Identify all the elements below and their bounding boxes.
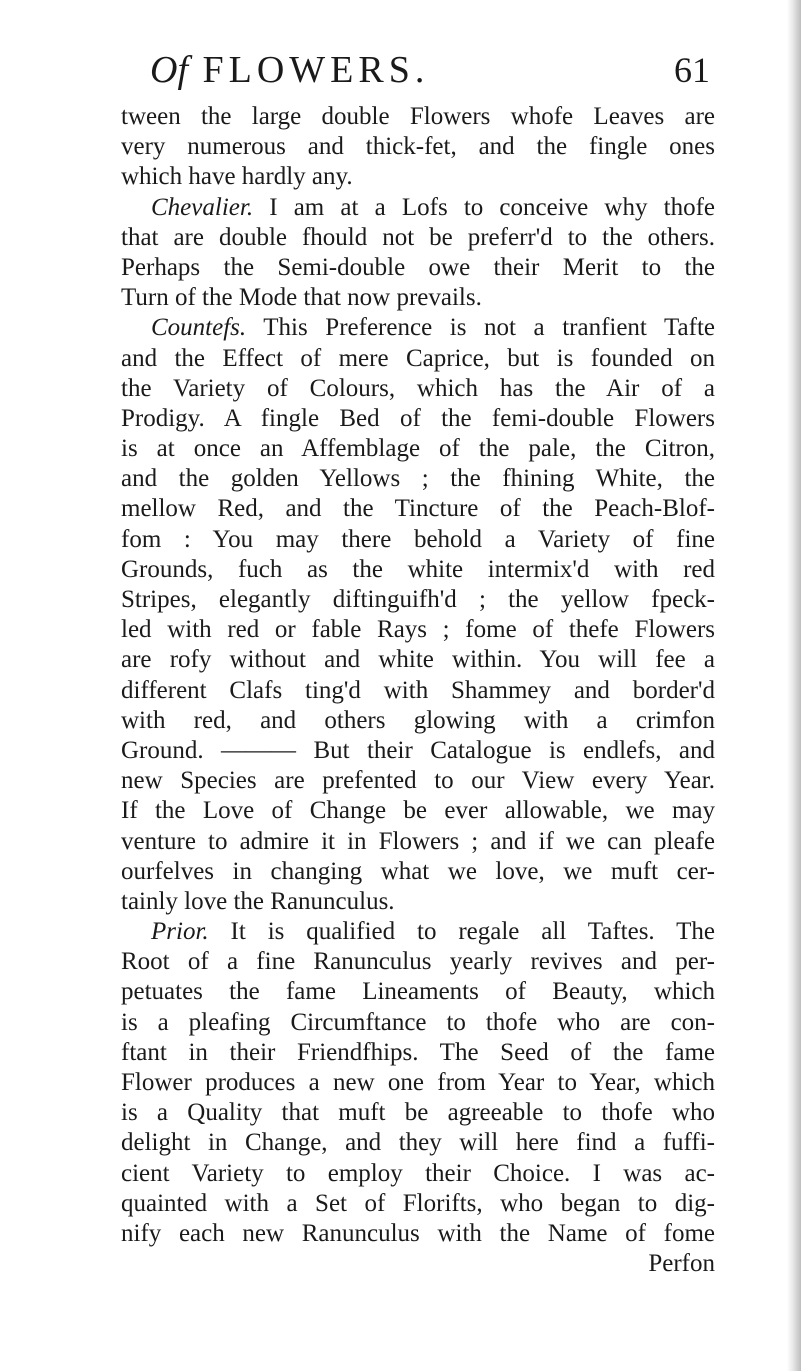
speaker-name: Countefs. <box>151 314 247 342</box>
text-line <box>121 1189 715 1219</box>
line-text: which have hardly any. <box>121 163 353 191</box>
line-text: led with red or fable Rays ; fome of thefe Flowers <box>121 616 715 644</box>
speaker-name: Chevalier. <box>151 193 254 221</box>
text-line <box>121 525 715 555</box>
body-text <box>121 102 715 1279</box>
text-line <box>121 1008 715 1038</box>
text-line <box>121 1098 715 1128</box>
text-line <box>121 162 715 192</box>
line-text: and the Effect of mere Caprice, but is founded on <box>121 344 715 372</box>
text-line <box>121 1038 715 1068</box>
text-line <box>121 1068 715 1098</box>
line-text: different Clafs ting'd with Shammey and border'd <box>121 676 715 704</box>
text-line <box>121 344 715 374</box>
text-line <box>121 977 715 1007</box>
text-line <box>121 1249 715 1279</box>
text-line <box>121 857 715 887</box>
text-line <box>121 1159 715 1189</box>
text-line <box>121 193 715 223</box>
line-text: cient Variety to employ their Choice. I was ac- <box>121 1159 715 1187</box>
text-line <box>121 917 715 947</box>
line-text: Root of a fine Ranunculus yearly revives and per- <box>121 948 715 976</box>
text-line <box>121 494 715 524</box>
text-line <box>121 434 715 464</box>
line-text: ftant in their Friendfhips. The Seed of the fame <box>121 1038 715 1066</box>
line-text: quainted with a Set of Florifts, who began to dig- <box>121 1189 715 1217</box>
line-text: Perhaps the Semi-double owe their Merit to the <box>121 253 715 281</box>
line-text: very numerous and thick-fet, and the fingle ones <box>121 133 715 161</box>
page-number: 61 <box>674 50 710 90</box>
text-line <box>121 253 715 283</box>
line-text: tainly love the Ranunculus. <box>121 887 395 915</box>
text-line <box>121 887 715 917</box>
line-text: Grounds, fuch as the white intermix'd with red <box>121 555 715 583</box>
line-text: mellow Red, and the Tincture of the Peach-Blof- <box>121 495 715 523</box>
text-line <box>121 132 715 162</box>
line-text: tween the large double Flowers whofe Leaves are <box>121 103 715 130</box>
text-line <box>121 1219 715 1249</box>
line-text: ourfelves in changing what we love, we muft cer- <box>121 857 715 885</box>
line-text: fom : You may there behold a Variety of fine <box>121 525 715 553</box>
text-line <box>121 223 715 253</box>
text-line <box>121 796 715 826</box>
line-text: is at once an Affemblage of the pale, the Citron, <box>121 435 715 463</box>
text-line <box>121 555 715 585</box>
line-text: Ground. ——— But their Catalogue is endlefs, and <box>121 736 715 764</box>
text-line <box>121 645 715 675</box>
line-text: is a Quality that muft be agreeable to thofe who <box>121 1099 715 1127</box>
running-head-of: Of <box>150 49 188 91</box>
page-header <box>150 40 710 100</box>
text-line <box>121 102 715 132</box>
text-line <box>121 585 715 615</box>
line-text: Turn of the Mode that now prevails. <box>121 284 482 312</box>
line-text: the Variety of Colours, which has the Air of a <box>121 374 715 402</box>
line-text: venture to admire it in Flowers ; and if we can pleafe <box>121 827 715 855</box>
text-line <box>121 615 715 645</box>
line-text: petuates the fame Lineaments of Beauty, which <box>121 978 715 1006</box>
line-text: Stripes, elegantly diftinguifh'd ; the yellow fpeck- <box>121 586 715 613</box>
line-text: It is qualified to regale all Taftes. The <box>208 918 715 946</box>
text-line <box>121 1128 715 1158</box>
line-text: Prodigy. A fingle Bed of the femi-double Flowers <box>121 404 715 432</box>
text-line <box>121 464 715 494</box>
line-text: nify each new Ranunculus with the Name of fome <box>121 1219 715 1247</box>
text-line <box>121 404 715 434</box>
line-text: are rofy without and white within. You will fee a <box>121 646 715 674</box>
line-text: delight in Change, and they will here find a fuffi- <box>121 1129 715 1157</box>
text-line <box>121 766 715 796</box>
line-text: I am at a Lofs to conceive why thofe <box>253 193 715 221</box>
text-line <box>121 313 715 343</box>
text-line <box>121 676 715 706</box>
line-text: Perfon <box>648 1250 715 1278</box>
running-head <box>150 40 429 100</box>
line-text: with red, and others glowing with a crimfon <box>121 706 715 734</box>
text-line <box>121 947 715 977</box>
line-text: This Preference is not a tranfient Tafte <box>246 314 715 342</box>
line-text: If the Love of Change be ever allowable, we may <box>121 797 715 825</box>
speaker-name: Prior. <box>151 918 209 946</box>
page-gutter-shadow <box>787 0 801 1371</box>
text-line <box>121 736 715 766</box>
running-head-title: FLOWERS. <box>202 49 430 91</box>
line-text: Flower produces a new one from Year to Year, which <box>121 1069 715 1096</box>
text-line <box>121 827 715 857</box>
text-line <box>121 374 715 404</box>
text-line <box>121 283 715 313</box>
line-text: that are double fhould not be preferr'd to the others. <box>121 223 715 251</box>
line-text: and the golden Yellows ; the fhining White, the <box>121 465 715 493</box>
text-line <box>121 706 715 736</box>
line-text: is a pleafing Circumftance to thofe who are con- <box>121 1008 715 1036</box>
line-text: new Species are prefented to our View every Year. <box>121 767 715 795</box>
